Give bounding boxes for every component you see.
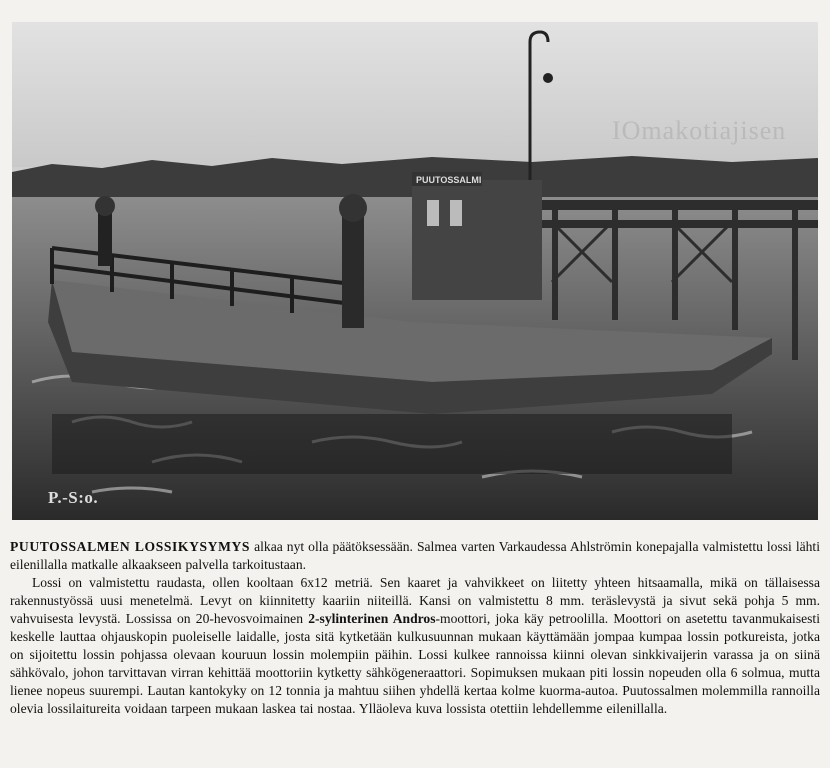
article-paragraph-2-text-a: Lossi on valmistettu raudasta, ollen kooltaan 6x12 metriä. Sen kaaret ja vahvikkeet on liitetty yhteen hitsaamalla, mikä on tällaisessa rakennustyössä uusi menetelmä. Levyt on kiinnitetty kaariin niiteillä. Kansi on valmistettu 8 mm. teräslevystä ja sivut sekä pohja 5 mm. vahvuisesta levystä. Lossissa on 20-hevosvoimainen bbox=[10, 575, 820, 626]
boat-name-sign: PUUTOSSALMI bbox=[416, 175, 482, 185]
article-paragraph-1-text: alkaa nyt olla päätöksessään. Salmea varten Varkaudessa Ahlströmin konepajalla valmistettu lossi lähti eilenillalla matkalle alkaakseen palvella tarkoitustaan. bbox=[10, 539, 820, 572]
bleed-through-text: IOmakotiajisen bbox=[612, 116, 787, 145]
engine-model-text: 2-sylinterinen Andros bbox=[308, 611, 436, 626]
article-paragraph-2-text-b: -moottori, joka käy petroolilla. Moottori on asetettu tavanmukaisesti keskelle lauttaa ohjauskopin puoleiselle laidalle, josta sitä kytketään kulkusuunnan mukaan käyttämään jompaa kumpaa lossin potkureista, jotka on sijoitettu lossin pohjassa olevaan kouruun lossin molempiin päihin. Lossi kulkee rannoissa kiinni olevan sinkkivaijerin varassa ja on siinä sähkövalo, johon tarvittavan virran kehittää moottoriin kytketty sähkögeneraattori. Sopimuksen mukaan piti lossin nopeuden olla 6 solmua, mutta lienee nopeus suurempi. Lautan kantokyky on 12 tonnia ja mahtuu siihen yhdellä kertaa kolme kuorma-autoa. Puutossalmen molemmilla rannoilla olevia lossilaitureita voidaan tarpeen mukaan laskea tai nostaa. Ylläoleva kuva lossista otettiin lehdellemme eilenillalla. bbox=[10, 611, 820, 716]
photo-credit: P.-S:o. bbox=[48, 488, 99, 507]
ferry-photograph bbox=[12, 22, 818, 520]
article-paragraph-2 bbox=[10, 574, 820, 718]
article-paragraph-1 bbox=[10, 538, 820, 574]
article-headline: PUUTOSSALMEN LOSSIKYSYMYS bbox=[10, 539, 251, 554]
article-body bbox=[10, 538, 820, 718]
ferry-image bbox=[12, 22, 818, 520]
